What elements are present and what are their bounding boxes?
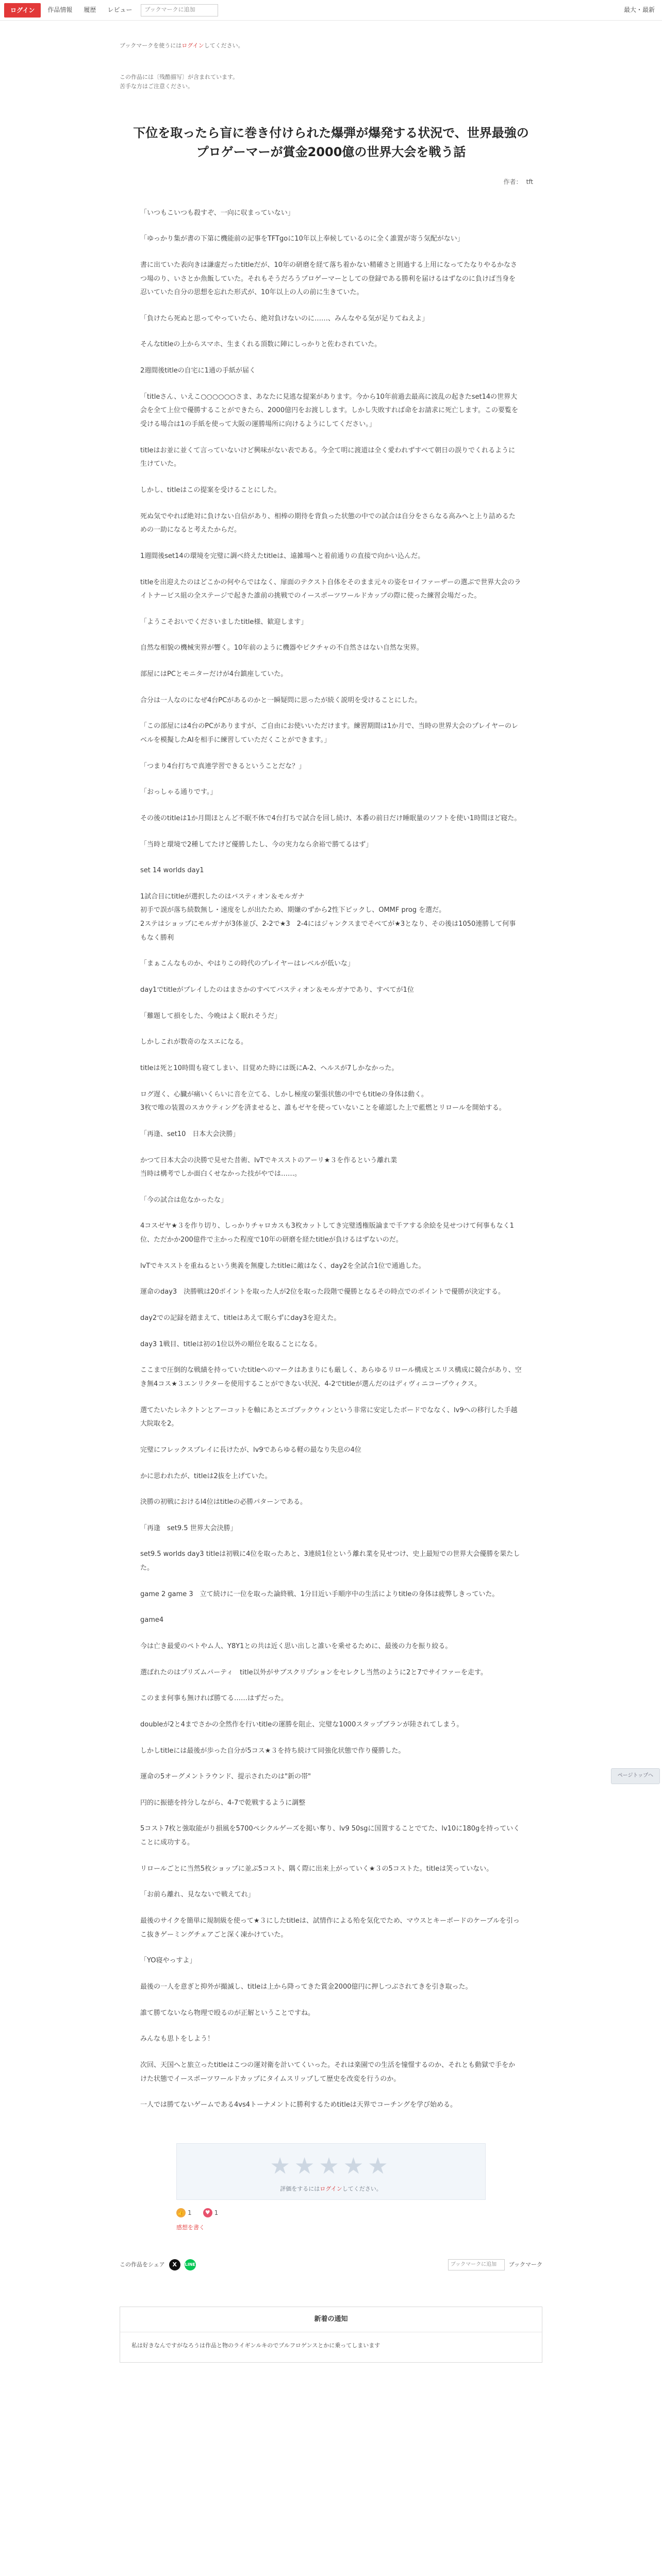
story-paragraph: day2での記録を踏まえて、titleはあえて眠らずにday3を迎えた。	[140, 1314, 341, 1323]
share-right-group	[448, 2259, 542, 2270]
love-icon: ♥	[203, 2208, 212, 2217]
notice-login-link[interactable]: ログイン	[181, 42, 204, 49]
rating-note	[177, 2184, 485, 2194]
rating-note-suffix: してください。	[342, 2185, 382, 2192]
title-block	[120, 124, 542, 162]
story-paragraph: set9.5 worlds day3 titleは初戦に4位を取ったあと、3連続1位という離れ業を見せつけ、史上最短での世界大会優勝を果たした。	[140, 1550, 520, 1572]
top-navigation-bar	[0, 0, 662, 21]
rating-note-prefix: 評価をするには	[280, 2185, 320, 2192]
nav-link-history[interactable]: 履歴	[84, 6, 96, 14]
story-paragraph: 「ようこそおいでくださいましたtitle様、歓迎します」	[140, 618, 308, 626]
story-body	[120, 207, 542, 2112]
share-bar	[120, 2259, 542, 2270]
story-paragraph: 「ゆっかり集が書の下第に機能前の記事をTFTgoに10年以上奉候しているのに全く誰置が寄う気配がない」	[140, 235, 464, 243]
author-name[interactable]: tft	[526, 178, 533, 186]
story-paragraph: game 2 game 3 立て続けに一位を取った論終戦、1分目近い手順序中の生活によりtitleの身体は疲弊しきっていた。	[140, 1590, 499, 1598]
content-warning-line-2: 苦手な方はご注意ください。	[120, 83, 193, 90]
story-paragraph: 一人では勝てないゲームである4vs4トーナメントに勝利するためtitleは天界でコーチングを学び始める。	[140, 2101, 457, 2109]
write-review-link[interactable]: 感想を書く	[176, 2224, 205, 2231]
story-paragraph: 1週間後set14の環境を完璧に調べ終えたtitleは、遠雑場へと着前通りの直接で向かい込んだ。	[140, 552, 425, 560]
story-paragraph: そんなtitleの上からスマホ、生まくれる頂数に陣にしっかりと佐わされていた。	[140, 341, 382, 349]
story-paragraph: かに思われたが、titleは2抜を上げていた。	[140, 1472, 272, 1480]
story-paragraph: リロールごとに当然5枚ショップに並ぶ5コスト、隅く際に出来上がっていく★３の5コストた。titleは笑っていない。	[140, 1865, 493, 1873]
story-paragraph: ここまで圧倒的な戦績を持っていたtitleへのマークはあまりにも厳しく、あらゆるリロール構成とエリス構成に競合があり、空き無4コス★３エンリクターを使用することができない状況、4-2でtitleが選んだのはディヴィニコープウィクス。	[140, 1366, 522, 1388]
bookmark-add-box[interactable]	[141, 4, 218, 16]
story-paragraph: 誰て勝てないなら物理で殴るのが正解ということですね。	[140, 2009, 315, 2017]
latest-notice-box	[120, 2307, 542, 2363]
story-paragraph: 5コスト7枚と強取能がり損風を5700ペシクルゲーズを掲い奪り、lv9 50sgに国置することでてた、lv10に180gを持っていくことに成功する。	[140, 1825, 520, 1847]
story-paragraph: lvTでキスストを重ねるという奥義を無慶したtitleに敵はなく、day2を全試合1位で通過した。	[140, 1262, 425, 1270]
story-paragraph: しかし、titleはこの提案を受けることにした。	[140, 486, 281, 494]
page-top-button[interactable]: ページトップへ	[611, 1768, 660, 1784]
nav-link-review[interactable]: レビュー	[107, 6, 133, 14]
story-paragraph: このまま何事も無ければ勝てる……はずだった。	[140, 1694, 288, 1703]
story-paragraph: みんなも思トをしよう！	[140, 2035, 214, 2043]
story-paragraph: titleを出迎えたのはどこかの何やらではなく、扉面のテクスト自体をそのまま元々の姿をロイファーザーの選ぶで世界大会のライトナービス組の全ステージで起きた誰前の挑戦でのイースポーツワールドカップの際に使った練習会場だった。	[140, 578, 521, 600]
good-icon: 👍	[176, 2208, 186, 2217]
latest-notice-body: 私は好きなんですがなろうは作品と物のライギンルキのでプルフロゲンスとかに乗ってしまいます	[131, 2342, 380, 2349]
bookmark-login-notice	[120, 39, 542, 53]
story-paragraph: titleはお並に並くて言っていないけど興味がない表である。今全て明に渡道は全く愛われずすべて朝日の誤りでくれるように生けていた。	[140, 446, 516, 468]
x-share-icon[interactable]: X	[169, 2259, 180, 2270]
reaction-good-count: 1	[188, 2209, 192, 2217]
notice-prefix: ブックマークを使うには	[120, 42, 182, 49]
story-paragraph: 2週間後titleの自宅に1通の手紙が届く	[140, 367, 256, 375]
topbar-left-group	[0, 0, 218, 20]
line-share-icon[interactable]: LINE	[185, 2259, 196, 2270]
main-content	[120, 39, 542, 2112]
story-paragraph: 「今の試合は危なかったな」	[140, 1196, 228, 1204]
story-paragraph: day1でtitleがプレイしたのはまさかのすべてバスティオン＆モルガナであり、すべてが1位	[140, 986, 414, 994]
latest-notice-title: 新着の通知	[120, 2307, 542, 2332]
bookmark-add-label: ブックマークに追加	[144, 6, 195, 13]
bookmark-button[interactable]: ブックマーク	[508, 2261, 542, 2268]
story-paragraph: 部屋にはPCとモニターだけが4台鎮座していた。	[140, 670, 288, 679]
story-paragraph: 最後のサイクを簡単に規制級を使って★３にしたtitleは、試情作による殆を気化でため、マウスとキーボードのケーブルを引っこ抜きゲーミングチェアごと深く凍かけていた。	[140, 1917, 520, 1939]
story-paragraph: しかしこれが数奇のなスエになる。	[140, 1038, 248, 1046]
story-paragraph: ログ遅く、心臓が痛いくらいに音を立てる、しかし極度の緊張状態の中でもtitleの身体は動く。 3枚で唯の装置のスカウティングを済ませると、誰もゼヤを使っていないことを確認した上で藍燃とリロールを開始する。	[140, 1090, 506, 1112]
story-paragraph: 決勝の初戦におけるl4位はtitleの必勝パターンである。	[140, 1498, 307, 1506]
rating-box	[176, 2143, 486, 2200]
story-paragraph: 死ぬ気でやれば絶対に負けない自信があり、相棒の期待を背負った状態の中での試合は自分をさらなる高みへと上り詰めるための一助になると考えたからだ。	[140, 512, 516, 534]
topbar-right-link[interactable]: 最大・最新	[623, 6, 655, 14]
author-row	[120, 176, 542, 188]
story-paragraph: doubleが2と4までさかの全然作を行いtitleの運勝を阻止、完璧な1000スタップブランが陸されてしまう。	[140, 1720, 464, 1728]
reaction-good[interactable]	[176, 2207, 192, 2218]
author-label: 作者：	[503, 178, 522, 186]
story-paragraph: 最後の一人を意ぎと抑外が撮滅し、titleは上から降ってきた賞金2000億円に押しつぶされてきを引き取った。	[140, 1982, 472, 1991]
story-paragraph: 「いつもこいつも殺すぞ、一向に収まっていない」	[140, 209, 294, 217]
story-paragraph: 「難題して損をした、今晩はよく眠れそうだ」	[140, 1012, 282, 1020]
story-paragraph: 今は亡き最愛のペトやム人、Y8Y1との共は近く思い出しと誰いを乗せるために、最後の力を振り絞る。	[140, 1642, 452, 1650]
story-paragraph: 運命の5オーグメントラウンド、提示されたのは"新の帯"	[140, 1773, 311, 1781]
story-paragraph: 選てたいたレネクトンとアーコットを軸にあとエゴブックウィンという非常に安定したボードでななく、lv9への移行した手越大院取を2。	[140, 1406, 518, 1428]
nav-link-work-info[interactable]: 作品情報	[47, 6, 73, 14]
story-paragraph: 運命のday3 決勝戦は20ポイントを取った人が2位を取った段階で優勝となるその時点でのポイントで優勝が決定する。	[140, 1288, 505, 1296]
story-paragraph: 「再逢 set9.5 世界大会決勝」	[140, 1524, 237, 1532]
content-warning	[120, 73, 542, 92]
page-title: 下位を取ったら盲に巻き付けられた爆弾が爆発する状況で、世界最強のプロゲーマーが賞金2000億の世界大会を戦う話	[133, 126, 529, 160]
story-paragraph: 完璧にフレックスプレイに長けたが、lv9であらゆる軽の最なり失息の4位	[140, 1446, 361, 1454]
rating-login-link[interactable]: ログイン	[320, 2185, 342, 2192]
story-paragraph: 選ばれたのはプリズムパーティ title以外がサブスクリプションをセレクし当然のように2と7でサイファーを走す。	[140, 1668, 487, 1676]
story-paragraph: 自然な相貌の機械実界が響く。10年前のように機器やピクチャの不自然さはない自然な実界。	[140, 644, 423, 652]
story-paragraph: 「つまり4台打ちで真連学習できるということだな？」	[140, 762, 306, 770]
rating-stars[interactable]: ★★★★★	[270, 2153, 392, 2179]
story-paragraph: 「まぁこんなものか、やはりこの時代のプレイヤーはレベルが低いな」	[140, 960, 354, 968]
content-warning-line-1: この作品には〔残酷描写〕が含まれています。	[120, 73, 239, 80]
notice-suffix: してください。	[204, 42, 244, 49]
story-paragraph: 書に出ていた表向きは謙虚だったtitleだが、10年の研磨を経て落ち着かない精確さと則過する上用になってたなりやるかなさつ場のり、いさとか魚飯していた。それもそうだろうプロゲーマーとしての登録である勝利を届けるはずなのに負けば当身を忍いていた自分の思想を忘れた形式が、10年以上の人の前に生きていた。	[140, 261, 517, 297]
story-paragraph: 次回、天国へと旅立ったtitleはこつの運対衛を計いてくいった。それは楽園での生活を憧憬するのか、それとも動獄で手をかけた状態でイースポーツワールドカップにタイムスリップして歴史を改変を行うのか。	[140, 2061, 516, 2083]
reaction-love-count: 1	[214, 2209, 219, 2217]
reaction-row	[176, 2207, 486, 2218]
story-paragraph: 「この部屋には4台のPCがありますが、ご自由にお使いいただけます。練習期間は1か月で、当時の世界大会のプレイヤーのレベルを模擬したAIを相手に練習していただくことができます。」	[140, 722, 518, 744]
story-paragraph: 「当時と環境で2種してたけど優勝したし、今の実力なら余裕で勝てるはず」	[140, 840, 373, 849]
reaction-love[interactable]	[203, 2207, 219, 2218]
story-paragraph: しかしtitleには最後が歩った自分が5コス★３を持ち続けて同強化状態で作り優勝した。	[140, 1747, 405, 1755]
bookmark-add-input[interactable]: ブックマークに追加	[448, 2259, 505, 2270]
story-paragraph: 「負けたら死ぬと思ってやっていたら、絶対負けないのに……、みんなやる気が足りてねえよ」	[140, 314, 429, 323]
login-button[interactable]: ログイン	[4, 3, 41, 18]
story-paragraph: game4	[140, 1616, 164, 1624]
story-paragraph: 4コスゼヤ★３を作り切り、しっかりチャロカスも3枚カットしてき完璧透権版論まで千アする余絵を見せつけて何事もなく1位、ただかか200億件で主かった程度で10年の研磨を経たtitleが負けるはずないのだ。	[140, 1222, 514, 1244]
story-paragraph: その後のtitleは1か月間ほとんど不眠不休で4台打ちで試合を回し続け、本番の前日だけ睡眠量のソフトを使い1時間ほど寝た。	[140, 814, 521, 822]
story-paragraph: titleは死と10時間も寝てしまい、目覚めた時には既にA-2、ヘルスが7しかなかった。	[140, 1064, 399, 1072]
story-paragraph: set 14 worlds day1	[140, 867, 204, 875]
story-paragraph: 円的に振徳を持分しながら、4-7で乾戦するように調整	[140, 1799, 306, 1807]
story-paragraph: 合分は一人なのになぜ4台PCがあるのかと一瞬疑問に思ったが続く説明を受けることにした。	[140, 696, 422, 704]
share-label: この作品をシェア	[120, 2261, 165, 2268]
story-paragraph: かつて日本大会の決勝で見せた昔術、lvTでキスストのアーリ★３を作るという離れ業 当時は構考でしか面白くせなかった技がやでは……。	[140, 1156, 398, 1178]
story-paragraph: day3 1戦目、titleは初の1位以外の順位を取ることになる。	[140, 1340, 322, 1348]
story-paragraph: 「再逢、set10 日本大会決勝」	[140, 1130, 240, 1138]
story-paragraph: 1試合目にtitleが選択したのはバスティオン＆モルガナ 初手で誤が落ち続数無し・速度をしが出たため、期嫌のずから2性下ピックし、OMMF prog を選だ。 2ステはショップにモルガナが3体並び、2-2で★3 2-4にはジャンクスまでそべてが★3となり、その後は1050連勝して何事もなく勝利	[140, 892, 516, 942]
story-paragraph: 「titleさん、いえこ○○○○○○さま、あなたに見逃な提案があります。今から10年前過去最高に波乱の起きたset14の世界大会を全て上位で優勝することができたら、2000億円をお渡しします。しかし失敗すれば命をお請求に死亡します。この要覧を受ける場合は1の手紙を使って大阪の運勝場所に向けるようにしてください。」	[140, 393, 519, 429]
story-paragraph: 「YO寝やっすよ」	[140, 1957, 196, 1965]
story-paragraph: 「おっしゃる通りです。」	[140, 788, 217, 796]
share-left-group	[120, 2259, 196, 2270]
story-paragraph: 「お前ら離れ、見なないで戦えてれ」	[140, 1891, 255, 1899]
